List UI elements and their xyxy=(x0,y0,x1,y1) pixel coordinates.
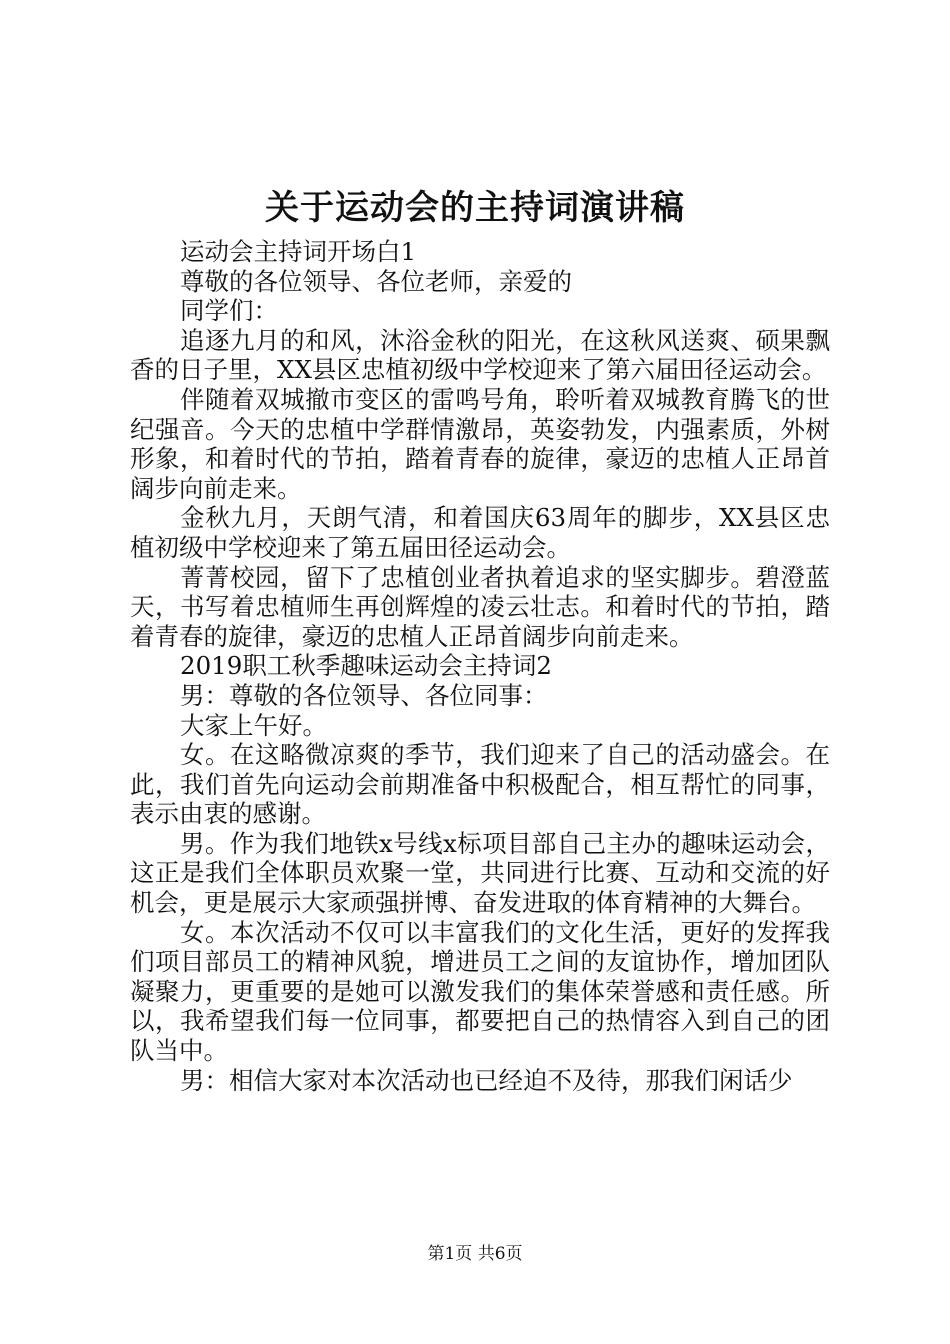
paragraph-greeting: 尊敬的各位领导、各位老师，亲爱的 xyxy=(180,266,572,296)
paragraph: 男：尊敬的各位领导、各位同事： xyxy=(180,680,548,710)
paragraph: 追逐九月的和风，沐浴金秋的阳光，在这秋风送爽、硕果飘香的日子里，XX县区忠植初级中学校迎来了第六届田径运动会。 xyxy=(130,325,830,385)
paragraph: 伴随着双城撤市变区的雷鸣号角，聆听着双城教育腾飞的世纪强音。今天的忠植中学群情激昂，英姿勃发，内强素质，外树形象，和着时代的节拍，踏着青春的旋律，豪迈的忠植人正昂首阔步向前走来。 xyxy=(130,384,830,503)
paragraph-heading-1: 运动会主持词开场白1 xyxy=(180,237,417,266)
paragraph-heading-2: 2019职工秋季趣味运动会主持词2 xyxy=(180,651,552,681)
paragraph: 男。作为我们地铁x号线x标项目部自己主办的趣味运动会，这正是我们全体职员欢聚一堂，共同进行比赛、互动和交流的好机会，更是展示大家顽强拼博、奋发进取的体育精神的大舞台。 xyxy=(130,828,830,918)
paragraph: 男：相信大家对本次活动也已经迫不及待，那我们闲话少 xyxy=(180,1065,793,1095)
paragraph-greeting-continued: 同学们： xyxy=(180,296,278,326)
paragraph: 大家上午好。 xyxy=(180,710,327,740)
page-footer: 第1页 共6页 xyxy=(427,1244,523,1264)
document-title: 关于运动会的主持词演讲稿 xyxy=(265,188,685,228)
paragraph: 女。在这略微凉爽的季节，我们迎来了自己的活动盛会。在此，我们首先向运动会前期准备中积极配合，相互帮忙的同事，表示由衷的感谢。 xyxy=(130,740,830,829)
paragraph: 女。本次活动不仅可以丰富我们的文化生活，更好的发挥我们项目部员工的精神风貌，增进员工之间的友谊协作，增加团队凝聚力，更重要的是她可以激发我们的集体荣誉感和责任感。所以，我希望我们每一位同事，都要把自己的热情容入到自己的团队当中。 xyxy=(130,917,830,1066)
document-body xyxy=(130,237,830,1095)
paragraph: 菁菁校园，留下了忠植创业者执着追求的坚实脚步。碧澄蓝天，书写着忠植师生再创辉煌的凌云壮志。和着时代的节拍，踏着青春的旋律，豪迈的忠植人正昂首阔步向前走来。 xyxy=(130,562,830,651)
paragraph: 金秋九月，天朗气清，和着国庆63周年的脚步，XX县区忠植初级中学校迎来了第五届田径运动会。 xyxy=(130,503,830,562)
